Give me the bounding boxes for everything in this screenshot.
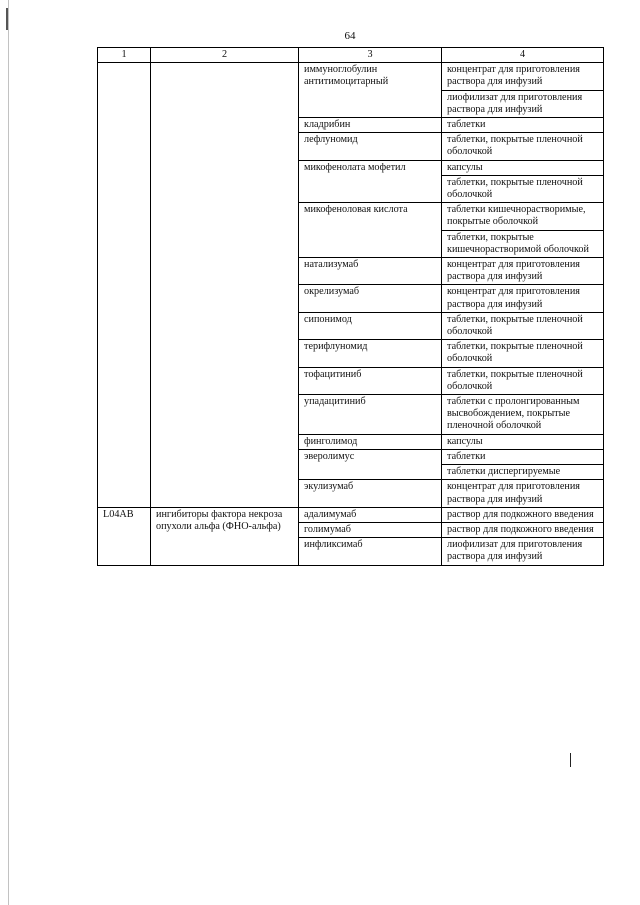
form-cell: концентрат для приготовления раствора для инфузий [442,480,604,507]
drug-cell: инфликсимаб [299,538,442,565]
drug-cell: финголимод [299,434,442,449]
drug-cell: упадацитиниб [299,395,442,435]
page-number: 64 [344,30,356,42]
group-name-cell [151,63,299,508]
code-cell: L04AB [98,507,151,565]
form-cell: капсулы [442,434,604,449]
drug-table [97,47,604,566]
drug-cell: сипонимод [299,312,442,339]
drug-cell: натализумаб [299,258,442,285]
drug-cell: кладрибин [299,118,442,133]
drug-cell: эверолимус [299,449,442,479]
form-cell: лиофилизат для приготовления раствора для инфузий [442,538,604,565]
code-cell [98,63,151,508]
form-cell: таблетки, покрытые пленочной оболочкой [442,133,604,160]
form-cell: таблетки, покрытые кишечнорастворимой оболочкой [442,230,604,257]
form-cell: лиофилизат для приготовления раствора для инфузий [442,90,604,117]
form-cell: таблетки диспергируемые [442,465,604,480]
table-row [98,63,604,90]
drug-cell: тофацитиниб [299,367,442,394]
column-header: 4 [442,48,604,63]
form-cell: раствор для подкожного введения [442,522,604,537]
scan-mark [6,8,8,30]
drug-cell: лефлуномид [299,133,442,160]
form-cell: таблетки, покрытые пленочной оболочкой [442,312,604,339]
form-cell: концентрат для приготовления раствора для инфузий [442,63,604,90]
drug-cell: микофеноловая кислота [299,203,442,258]
table-header-row [98,48,604,63]
form-cell: концентрат для приготовления раствора для инфузий [442,285,604,312]
table-row [98,507,604,522]
form-cell: концентрат для приготовления раствора для инфузий [442,258,604,285]
form-cell: таблетки [442,449,604,464]
form-cell: капсулы [442,160,604,175]
form-cell: таблетки с пролонгированным высвобождением, покрытые пленочной оболочкой [442,395,604,435]
column-header: 3 [299,48,442,63]
group-name-cell: ингибиторы фактора некроза опухоли альфа (ФНО-альфа) [151,507,299,565]
scan-border-line [8,0,9,905]
drug-cell: экулизумаб [299,480,442,507]
drug-cell: адалимумаб [299,507,442,522]
scan-mark [570,753,571,767]
form-cell: таблетки кишечнорастворимые, покрытые оболочкой [442,203,604,230]
drug-cell: микофенолата мофетил [299,160,442,203]
drug-cell: терифлуномид [299,340,442,367]
drug-cell: иммуноглобулин антитимоцитарный [299,63,442,118]
form-cell: таблетки [442,118,604,133]
column-header: 1 [98,48,151,63]
drug-cell: окрелизумаб [299,285,442,312]
form-cell: раствор для подкожного введения [442,507,604,522]
form-cell: таблетки, покрытые пленочной оболочкой [442,367,604,394]
column-header: 2 [151,48,299,63]
form-cell: таблетки, покрытые пленочной оболочкой [442,175,604,202]
drug-cell: голимумаб [299,522,442,537]
form-cell: таблетки, покрытые пленочной оболочкой [442,340,604,367]
